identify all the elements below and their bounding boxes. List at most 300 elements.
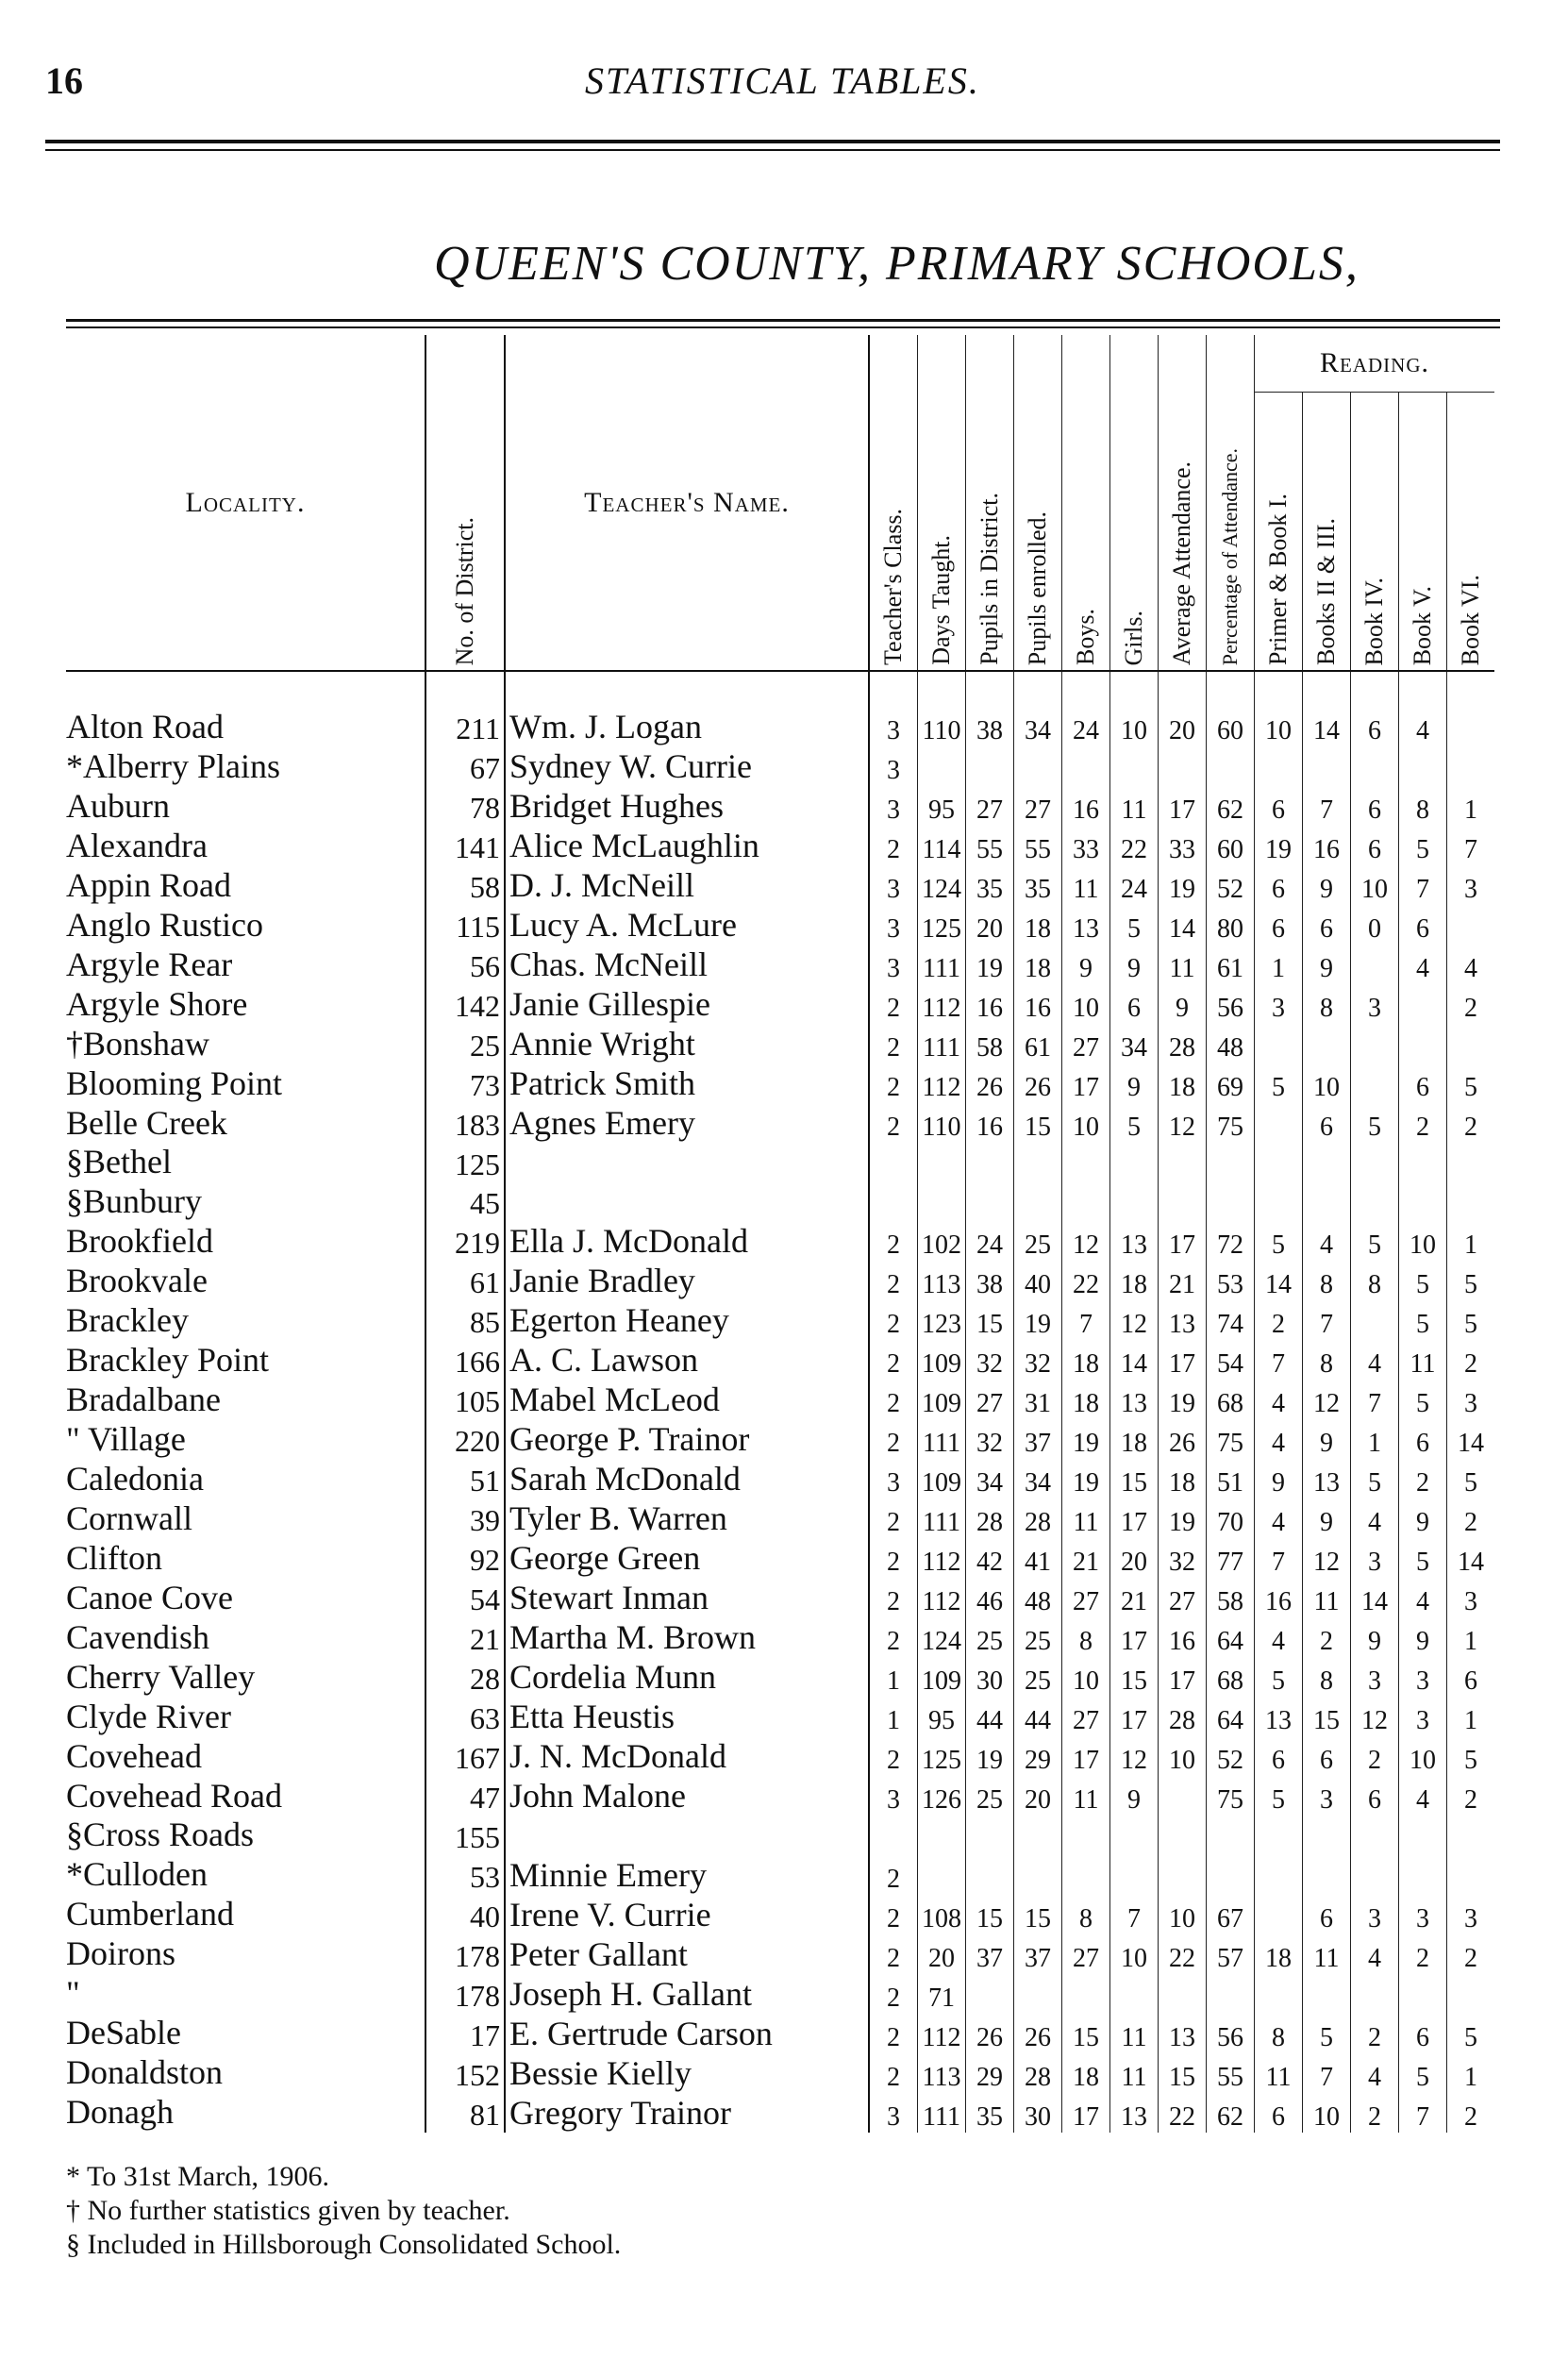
- value-cell: 126: [918, 1776, 966, 1816]
- value-cell: [1399, 1024, 1447, 1063]
- value-cell: [1447, 905, 1495, 945]
- locality-cell: Brackley Point: [66, 1340, 269, 1379]
- value-cell: 24: [1062, 707, 1110, 746]
- value-cell: 3: [1399, 1657, 1447, 1697]
- value-cell: 11: [1303, 1578, 1351, 1617]
- locality-cell: §Bethel: [66, 1143, 172, 1180]
- value-cell: 2: [869, 1895, 918, 1934]
- value-cell: [1303, 1974, 1351, 2014]
- teacher-cell: Bessie Kielly: [505, 2053, 869, 2093]
- col-teacher: [505, 335, 869, 671]
- value-cell: 17: [1110, 1617, 1159, 1657]
- value-cell: [1351, 1143, 1399, 1182]
- value-cell: 9: [1303, 1498, 1351, 1538]
- value-cell: 2: [1464, 1508, 1477, 1537]
- table-row: [66, 1063, 1494, 1103]
- value-cell: [1351, 1063, 1399, 1103]
- value-cell: [1351, 1182, 1399, 1222]
- locality-cell: Cumberland: [66, 1895, 234, 1933]
- value-cell: 37: [1014, 1934, 1062, 1974]
- title-rule-thin: [66, 326, 1500, 328]
- value-cell: [1351, 1300, 1399, 1340]
- table-row: [66, 905, 1494, 945]
- value-cell: 1: [1464, 1230, 1477, 1260]
- value-cell: 38: [966, 1261, 1014, 1300]
- value-cell: 25: [1014, 1617, 1062, 1657]
- col-book-4: [1351, 393, 1399, 671]
- value-cell: [1159, 1974, 1207, 2014]
- value-cell: [1399, 1143, 1447, 1182]
- value-cell: [1255, 1024, 1303, 1063]
- value-cell: [1399, 1855, 1447, 1895]
- value-cell: [1303, 1024, 1351, 1063]
- value-cell: 108: [918, 1895, 966, 1934]
- value-cell: 18: [1110, 1261, 1159, 1300]
- value-cell: 27: [1062, 1697, 1110, 1736]
- statistics-table: [66, 335, 1494, 2133]
- value-cell: 27: [966, 786, 1014, 826]
- value-cell: 15: [1062, 2014, 1110, 2053]
- value-cell: 30: [966, 1657, 1014, 1697]
- value-cell: [1351, 1816, 1399, 1855]
- col-book-5: [1399, 393, 1447, 671]
- district-cell: 58: [425, 865, 505, 905]
- value-cell: 11: [1110, 2053, 1159, 2093]
- value-cell: [918, 746, 966, 786]
- value-cell: 9: [1110, 1063, 1159, 1103]
- value-cell: [1062, 1974, 1110, 2014]
- value-cell: 1: [869, 1697, 918, 1736]
- district-cell: 183: [425, 1103, 505, 1143]
- value-cell: [1062, 1816, 1110, 1855]
- value-cell: 6: [1303, 1103, 1351, 1143]
- table-row: [66, 1103, 1494, 1143]
- value-cell: 13: [1303, 1459, 1351, 1498]
- value-cell: 52: [1207, 865, 1255, 905]
- value-cell: [1110, 1855, 1159, 1895]
- value-cell: 60: [1207, 707, 1255, 746]
- col-teacher-label: Teacher's Name.: [584, 486, 790, 518]
- value-cell: 44: [1014, 1697, 1062, 1736]
- value-cell: 5: [1351, 1459, 1399, 1498]
- value-cell: 3: [869, 746, 918, 786]
- value-cell: 1: [869, 1657, 918, 1697]
- value-cell: 13: [1062, 905, 1110, 945]
- value-cell: 9: [1303, 1419, 1351, 1459]
- locality-cell: Argyle Rear: [66, 945, 233, 983]
- table-row: [66, 1419, 1494, 1459]
- locality-cell: Clifton: [66, 1538, 163, 1577]
- value-cell: [869, 1182, 918, 1222]
- value-cell: 17: [1159, 1340, 1207, 1380]
- locality-cell: Anglo Rustico: [66, 905, 264, 944]
- value-cell: [1303, 1143, 1351, 1182]
- table-row: [66, 1578, 1494, 1617]
- value-cell: 109: [918, 1657, 966, 1697]
- value-cell: 55: [966, 826, 1014, 865]
- value-cell: 5: [1464, 1468, 1477, 1498]
- district-cell: 47: [425, 1776, 505, 1816]
- value-cell: 75: [1207, 1103, 1255, 1143]
- locality-cell: Covehead: [66, 1736, 202, 1775]
- value-cell: 8: [1062, 1895, 1110, 1934]
- value-cell: 12: [1159, 1103, 1207, 1143]
- district-cell: 53: [425, 1855, 505, 1895]
- teacher-cell: Tyler B. Warren: [505, 1498, 869, 1538]
- value-cell: 27: [1014, 786, 1062, 826]
- district-cell: 67: [425, 746, 505, 786]
- teacher-cell: Martha M. Brown: [505, 1617, 869, 1657]
- value-cell: 70: [1207, 1498, 1255, 1538]
- value-cell: 54: [1207, 1340, 1255, 1380]
- value-cell: 14: [1351, 1578, 1399, 1617]
- value-cell: 2: [1464, 1113, 1477, 1142]
- value-cell: 4: [1464, 954, 1477, 983]
- table-row: [66, 945, 1494, 984]
- table-row: [66, 1380, 1494, 1419]
- teacher-cell: Bridget Hughes: [505, 786, 869, 826]
- col-girls: [1110, 335, 1159, 671]
- value-cell: 7: [1464, 835, 1477, 864]
- value-cell: 26: [966, 2014, 1014, 2053]
- value-cell: 22: [1062, 1261, 1110, 1300]
- col-average-attendance-label: Average Attendance.: [1168, 460, 1195, 665]
- value-cell: 72: [1207, 1221, 1255, 1261]
- value-cell: 2: [1399, 1934, 1447, 1974]
- value-cell: 6: [1303, 1895, 1351, 1934]
- col-percentage: [1207, 335, 1255, 671]
- teacher-cell: A. C. Lawson: [505, 1340, 869, 1380]
- value-cell: 2: [1255, 1300, 1303, 1340]
- value-cell: 3: [869, 865, 918, 905]
- value-cell: [1447, 1024, 1495, 1063]
- value-cell: [1351, 1855, 1399, 1895]
- table-row: [66, 1736, 1494, 1776]
- value-cell: 6: [1464, 1666, 1477, 1696]
- district-cell: 219: [425, 1221, 505, 1261]
- value-cell: 111: [918, 1498, 966, 1538]
- value-cell: 2: [869, 1578, 918, 1617]
- value-cell: 22: [1110, 826, 1159, 865]
- district-cell: 45: [425, 1182, 505, 1222]
- col-book-6-label: Book VI.: [1457, 574, 1484, 665]
- value-cell: [869, 1816, 918, 1855]
- table-row: [66, 786, 1494, 826]
- value-cell: 20: [1110, 1538, 1159, 1578]
- col-days: [918, 335, 966, 671]
- value-cell: 30: [1014, 2093, 1062, 2133]
- value-cell: [1014, 1855, 1062, 1895]
- value-cell: [1399, 746, 1447, 786]
- value-cell: 9: [1303, 865, 1351, 905]
- value-cell: [1207, 1143, 1255, 1182]
- value-cell: 40: [1014, 1261, 1062, 1300]
- table-row: [66, 2053, 1494, 2093]
- teacher-cell: Sydney W. Currie: [505, 746, 869, 786]
- table-row: [66, 826, 1494, 865]
- teacher-cell: Stewart Inman: [505, 1578, 869, 1617]
- value-cell: [1399, 1974, 1447, 2014]
- table-row: [66, 1816, 1494, 1855]
- value-cell: [1207, 1182, 1255, 1222]
- district-cell: 39: [425, 1498, 505, 1538]
- value-cell: 15: [966, 1300, 1014, 1340]
- value-cell: 35: [966, 2093, 1014, 2133]
- value-cell: 26: [1014, 2014, 1062, 2053]
- value-cell: 17: [1159, 1657, 1207, 1697]
- value-cell: 28: [1014, 2053, 1062, 2093]
- value-cell: 4: [1351, 1498, 1399, 1538]
- value-cell: 3: [1351, 1895, 1399, 1934]
- locality-cell: Caledonia: [66, 1459, 204, 1498]
- value-cell: 14: [1303, 707, 1351, 746]
- value-cell: [1255, 1182, 1303, 1222]
- value-cell: 113: [918, 2053, 966, 2093]
- value-cell: [1351, 1974, 1399, 2014]
- value-cell: 44: [966, 1697, 1014, 1736]
- col-boys-label: Boys.: [1072, 609, 1099, 665]
- col-days-label: Days Taught.: [927, 535, 955, 665]
- value-cell: 12: [1303, 1380, 1351, 1419]
- value-cell: 8: [1399, 786, 1447, 826]
- value-cell: 123: [918, 1300, 966, 1340]
- value-cell: 55: [1207, 2053, 1255, 2093]
- title-rule-thick: [66, 319, 1500, 322]
- value-cell: [1399, 1182, 1447, 1222]
- value-cell: 10: [1110, 1934, 1159, 1974]
- value-cell: 4: [1399, 707, 1447, 746]
- value-cell: 9: [1110, 1776, 1159, 1816]
- value-cell: 6: [1303, 1736, 1351, 1776]
- col-teacher-class: [869, 335, 918, 671]
- value-cell: 20: [966, 905, 1014, 945]
- value-cell: 42: [966, 1538, 1014, 1578]
- value-cell: 2: [869, 2053, 918, 2093]
- value-cell: [1062, 1855, 1110, 1895]
- district-cell: 167: [425, 1736, 505, 1776]
- table-title: QUEEN'S COUNTY, PRIMARY SCHOOLS,: [434, 237, 1359, 291]
- value-cell: 5: [1399, 2053, 1447, 2093]
- value-cell: 71: [918, 1974, 966, 2014]
- value-cell: 53: [1207, 1261, 1255, 1300]
- value-cell: [1351, 945, 1399, 984]
- teacher-cell: Chas. McNeill: [505, 945, 869, 984]
- value-cell: 5: [1399, 1380, 1447, 1419]
- header-rule-thick: [45, 140, 1500, 143]
- value-cell: 3: [869, 707, 918, 746]
- footnote-3: § Included in Hillsborough Consolidated School.: [66, 2229, 622, 2260]
- locality-cell: *Culloden: [66, 1855, 208, 1893]
- value-cell: 2: [869, 1340, 918, 1380]
- district-cell: 81: [425, 2093, 505, 2133]
- value-cell: 7: [1399, 865, 1447, 905]
- value-cell: 16: [1014, 984, 1062, 1024]
- locality-cell: §Cross Roads: [66, 1816, 255, 1853]
- value-cell: 3: [869, 905, 918, 945]
- value-cell: 35: [966, 865, 1014, 905]
- value-cell: 10: [1399, 1736, 1447, 1776]
- value-cell: 4: [1351, 1934, 1399, 1974]
- value-cell: 7: [1399, 2093, 1447, 2133]
- value-cell: 24: [1110, 865, 1159, 905]
- value-cell: 19: [1014, 1300, 1062, 1340]
- value-cell: 6: [1399, 1419, 1447, 1459]
- value-cell: 9: [1399, 1617, 1447, 1657]
- value-cell: 41: [1014, 1538, 1062, 1578]
- district-cell: 178: [425, 1974, 505, 2014]
- value-cell: 5: [1110, 1103, 1159, 1143]
- value-cell: 10: [1351, 865, 1399, 905]
- table-row: [66, 1855, 1494, 1895]
- value-cell: [1303, 1182, 1351, 1222]
- value-cell: 2: [869, 1538, 918, 1578]
- teacher-cell: [505, 1816, 869, 1855]
- value-cell: 15: [1159, 2053, 1207, 2093]
- value-cell: 69: [1207, 1063, 1255, 1103]
- value-cell: 17: [1062, 1063, 1110, 1103]
- teacher-cell: [505, 1143, 869, 1182]
- teacher-cell: Minnie Emery: [505, 1855, 869, 1895]
- value-cell: 16: [966, 1103, 1014, 1143]
- teacher-cell: Sarah McDonald: [505, 1459, 869, 1498]
- value-cell: 32: [966, 1340, 1014, 1380]
- value-cell: 27: [1159, 1578, 1207, 1617]
- locality-cell: Brookvale: [66, 1261, 208, 1299]
- value-cell: 19: [1159, 865, 1207, 905]
- value-cell: 33: [1159, 826, 1207, 865]
- value-cell: 18: [1014, 945, 1062, 984]
- value-cell: 28: [1014, 1498, 1062, 1538]
- value-cell: 20: [918, 1934, 966, 1974]
- value-cell: 38: [966, 707, 1014, 746]
- teacher-cell: Agnes Emery: [505, 1103, 869, 1143]
- value-cell: 27: [1062, 1578, 1110, 1617]
- value-cell: 29: [966, 2053, 1014, 2093]
- value-cell: 27: [966, 1380, 1014, 1419]
- col-pupils-enrolled-label: Pupils enrolled.: [1024, 510, 1051, 665]
- value-cell: 6: [1399, 2014, 1447, 2053]
- value-cell: 6: [1255, 786, 1303, 826]
- value-cell: 111: [918, 945, 966, 984]
- value-cell: 2: [869, 1419, 918, 1459]
- locality-cell: DeSable: [66, 2014, 181, 2051]
- value-cell: 10: [1303, 2093, 1351, 2133]
- value-cell: 2: [869, 984, 918, 1024]
- value-cell: 3: [1399, 1697, 1447, 1736]
- table-row: [66, 1340, 1494, 1380]
- district-cell: 92: [425, 1538, 505, 1578]
- locality-cell: Canoe Cove: [66, 1578, 233, 1616]
- value-cell: 48: [1207, 1024, 1255, 1063]
- value-cell: 10: [1062, 984, 1110, 1024]
- teacher-cell: Lucy A. McLure: [505, 905, 869, 945]
- value-cell: 3: [869, 945, 918, 984]
- value-cell: 3: [1464, 875, 1477, 904]
- value-cell: 19: [1062, 1419, 1110, 1459]
- value-cell: 26: [1014, 1063, 1062, 1103]
- value-cell: 19: [966, 1736, 1014, 1776]
- locality-cell: Appin Road: [66, 865, 231, 904]
- value-cell: 2: [1399, 1103, 1447, 1143]
- value-cell: 6: [1351, 707, 1399, 746]
- value-cell: 112: [918, 984, 966, 1024]
- value-cell: 57: [1207, 1934, 1255, 1974]
- table-row: [66, 1300, 1494, 1340]
- value-cell: 52: [1207, 1736, 1255, 1776]
- value-cell: 4: [1255, 1419, 1303, 1459]
- header-row-top: [66, 335, 1494, 393]
- value-cell: 2: [1351, 2014, 1399, 2053]
- value-cell: 2: [1464, 2101, 1477, 2132]
- value-cell: 56: [1207, 984, 1255, 1024]
- value-cell: [1447, 746, 1495, 786]
- district-cell: 152: [425, 2053, 505, 2093]
- teacher-cell: Joseph H. Gallant: [505, 1974, 869, 2014]
- value-cell: [966, 1182, 1014, 1222]
- teacher-cell: John Malone: [505, 1776, 869, 1816]
- value-cell: 25: [966, 1776, 1014, 1816]
- value-cell: 32: [966, 1419, 1014, 1459]
- locality-cell: §Bunbury: [66, 1181, 202, 1220]
- value-cell: 4: [1399, 1776, 1447, 1816]
- value-cell: 1: [1255, 945, 1303, 984]
- locality-cell: Donagh: [66, 2093, 174, 2131]
- teacher-cell: Etta Heustis: [505, 1697, 869, 1736]
- value-cell: [1255, 1103, 1303, 1143]
- value-cell: 15: [1014, 1103, 1062, 1143]
- value-cell: 6: [1255, 865, 1303, 905]
- value-cell: 6: [1255, 905, 1303, 945]
- value-cell: 8: [1255, 2014, 1303, 2053]
- value-cell: 125: [918, 1736, 966, 1776]
- district-cell: 28: [425, 1657, 505, 1697]
- district-cell: 142: [425, 984, 505, 1024]
- table-row: [66, 1498, 1494, 1538]
- value-cell: [1014, 1974, 1062, 2014]
- locality-cell: *Alberry Plains: [66, 746, 280, 785]
- value-cell: [1255, 1855, 1303, 1895]
- value-cell: 102: [918, 1221, 966, 1261]
- col-locality-label: Locality.: [185, 486, 306, 518]
- value-cell: 16: [966, 984, 1014, 1024]
- locality-cell: Brookfield: [66, 1221, 213, 1260]
- value-cell: [1110, 746, 1159, 786]
- value-cell: 5: [1303, 2014, 1351, 2053]
- value-cell: 56: [1207, 2014, 1255, 2053]
- value-cell: 14: [1110, 1340, 1159, 1380]
- value-cell: 17: [1062, 1736, 1110, 1776]
- value-cell: 10: [1255, 707, 1303, 746]
- value-cell: 9: [1159, 984, 1207, 1024]
- value-cell: 2: [869, 1261, 918, 1300]
- value-cell: [1110, 1182, 1159, 1222]
- table-row: [66, 1657, 1494, 1697]
- district-cell: 166: [425, 1340, 505, 1380]
- district-cell: 211: [425, 707, 505, 746]
- value-cell: 12: [1110, 1736, 1159, 1776]
- district-cell: 54: [425, 1578, 505, 1617]
- value-cell: 10: [1159, 1736, 1207, 1776]
- table-row: [66, 1459, 1494, 1498]
- table-row: [66, 984, 1494, 1024]
- value-cell: 2: [869, 1063, 918, 1103]
- value-cell: 80: [1207, 905, 1255, 945]
- value-cell: 7: [1255, 1340, 1303, 1380]
- value-cell: 22: [1159, 1934, 1207, 1974]
- value-cell: 2: [869, 1103, 918, 1143]
- value-cell: 51: [1207, 1459, 1255, 1498]
- value-cell: 20: [1014, 1776, 1062, 1816]
